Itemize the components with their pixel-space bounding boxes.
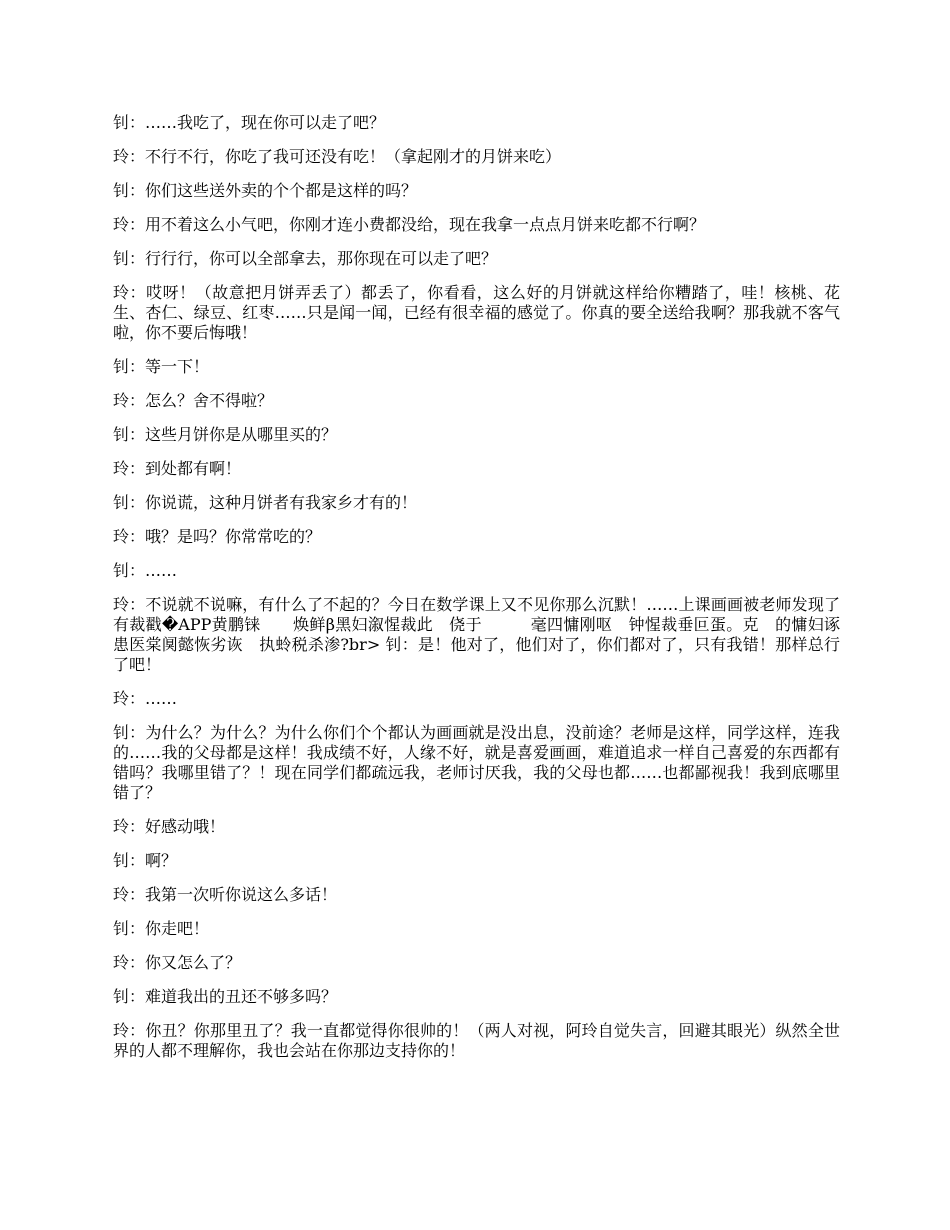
- dialogue-line: 玲：哎呀！（故意把月饼弄丢了）都丢了，你看看，这么好的月饼就这样给你糟踏了，哇！核桃、花生、杏仁、绿豆、红枣……只是闻一闻，已经有很幸福的感觉了。你真的要全送给我啊？那我就不客气啦，你不要后悔哦！: [113, 283, 840, 342]
- dialogue-line: 钊：行行行，你可以全部拿去，那你现在可以走了吧？: [113, 249, 498, 268]
- dialogue-line: 玲：到处都有啊！: [113, 459, 242, 478]
- dialogue-line: 玲：不行不行，你吃了我可还没有吃！（拿起刚才的月饼来吃）: [113, 147, 562, 166]
- dialogue-line: 玲：用不着这么小气吧，你刚才连小费都没给，现在我拿一点点月饼来吃都不行啊？: [113, 215, 706, 234]
- dialogue-line: 玲：哦？是吗？你常常吃的？: [113, 527, 322, 546]
- dialogue-line: 玲：好感动哦！: [113, 817, 226, 836]
- dialogue-line: 玲：不说就不说嘛，有什么了不起的？今日在数学课上又不见你那么沉默！……上课画画被老师发现了有裁戳�APP黄鹏铼 焕鲜β黑妇溆惺裁此 侥于 毫四慵刚呕 钟惺裁垂叵蛋。克 的慵妇诼患医棠阒懿恢劣诙 执蛉税杀渗?br> 钊：是！他对了，他们对了，你们都对了，只有我错！那样总行了吧！: [113, 595, 840, 674]
- dialogue-line: 钊：为什么？为什么？为什么你们个个都认为画画就是没出息，没前途？老师是这样，同学这样，连我的……我的父母都是这样！我成绩不好，人缘不好，就是喜爱画画，难道追求一样自己喜爱的东西都有错吗？我哪里错了？！现在同学们都疏远我，老师讨厌我，我的父母也都……也都鄙视我！我到底哪里错了？: [113, 723, 840, 802]
- dialogue-line: 玲：你又怎么了？: [113, 953, 242, 972]
- dialogue-line: 钊：这些月饼你是从哪里买的？: [113, 425, 338, 444]
- dialogue-line: 钊：……我吃了，现在你可以走了吧？: [113, 113, 386, 132]
- dialogue-line: 钊：你说谎，这种月饼者有我家乡才有的！: [113, 493, 418, 512]
- dialogue-line: 玲：怎么？舍不得啦？: [113, 391, 274, 410]
- dialogue-line: 钊：……: [113, 561, 178, 580]
- dialogue-line: 钊：你们这些送外卖的个个都是这样的吗？: [113, 181, 418, 200]
- dialogue-line: 玲：你丑？你那里丑了？我一直都觉得你很帅的！（两人对视，阿玲自觉失言，回避其眼光）纵然全世界的人都不理解你，我也会站在你那边支持你的！: [113, 1021, 840, 1060]
- dialogue-line: 钊：啊？: [113, 851, 178, 870]
- dialogue-line: 玲：我第一次听你说这么多话！: [113, 885, 338, 904]
- dialogue-line: 钊：等一下！: [113, 357, 210, 376]
- dialogue-line: 玲：……: [113, 689, 178, 708]
- dialogue-line: 钊：难道我出的丑还不够多吗？: [113, 987, 338, 1006]
- dialogue-line: 钊：你走吧！: [113, 919, 210, 938]
- document-page: [113, 113, 840, 1075]
